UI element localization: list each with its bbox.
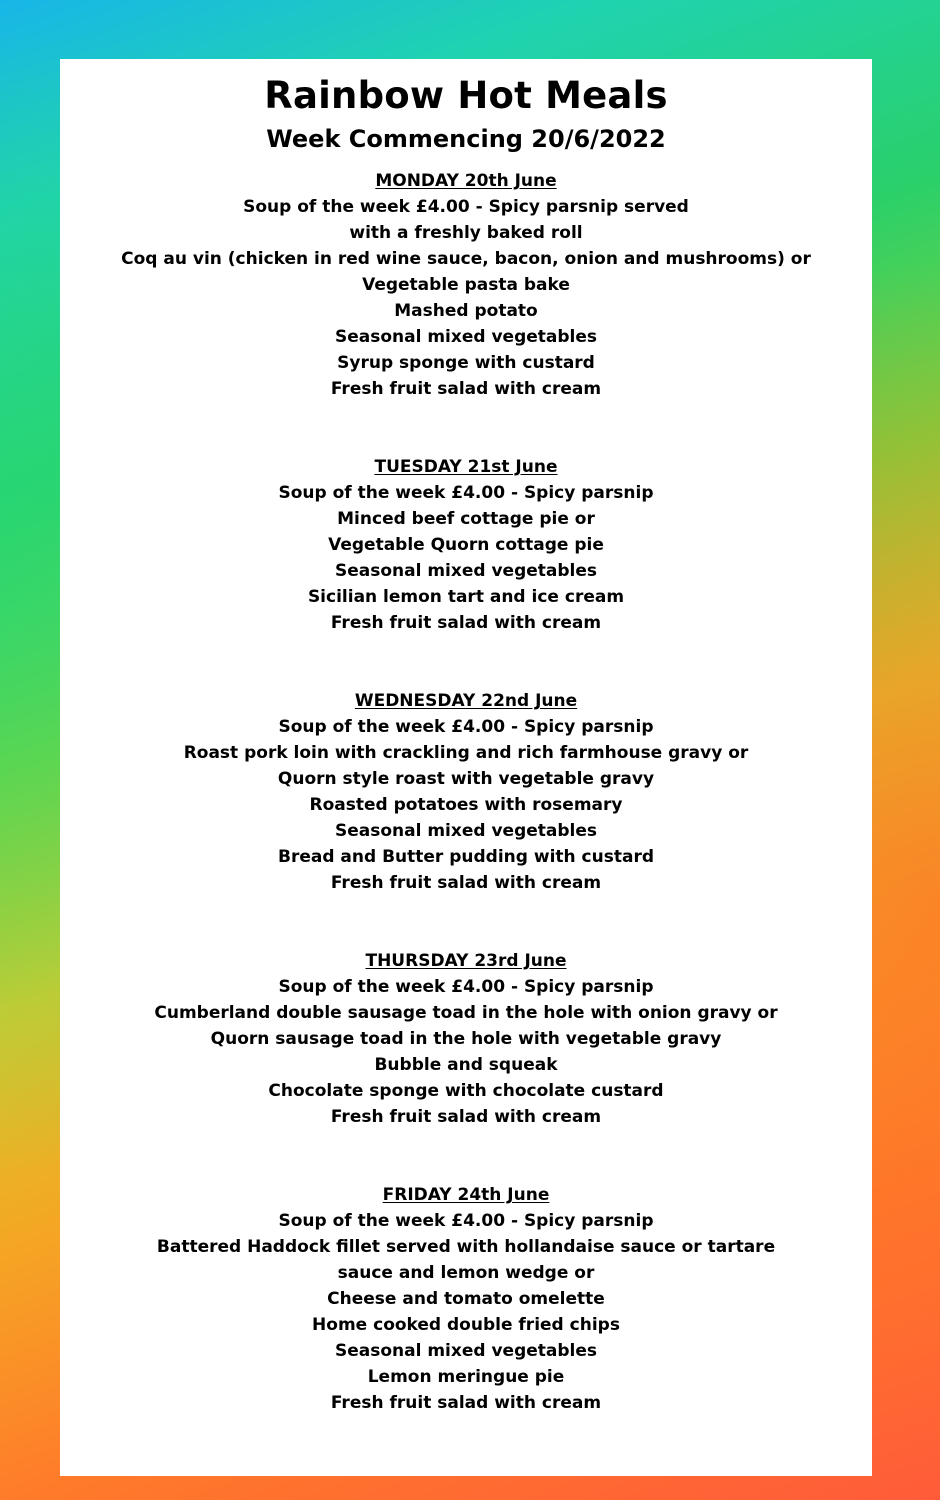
- menu-line: Soup of the week £4.00 - Spicy parsnip: [278, 717, 654, 737]
- menu-line: Battered Haddock fillet served with hollandaise sauce or tartare: [156, 1237, 776, 1257]
- menu-line: Cheese and tomato omelette: [327, 1289, 605, 1309]
- menu-line: Lemon meringue pie: [367, 1367, 565, 1387]
- menu-line: Soup of the week £4.00 - Spicy parsnip served: [243, 197, 689, 217]
- menu-line: Roasted potatoes with rosemary: [309, 795, 623, 815]
- menu-line: Seasonal mixed vegetables: [334, 821, 598, 841]
- menu-line: Fresh fruit salad with cream: [330, 379, 602, 399]
- menu-line: Sicilian lemon tart and ice cream: [307, 587, 625, 607]
- menu-line: Soup of the week £4.00 - Spicy parsnip: [278, 977, 654, 997]
- menu-line: Quorn style roast with vegetable gravy: [277, 769, 655, 789]
- menu-line: Home cooked double fried chips: [312, 1315, 620, 1335]
- menu-line: Seasonal mixed vegetables: [334, 327, 598, 347]
- day-section-tuesday: [60, 454, 872, 636]
- menu-line: Seasonal mixed vegetables: [334, 561, 598, 581]
- menu-line: Bubble and squeak: [374, 1055, 558, 1075]
- day-heading: WEDNESDAY 22nd June: [354, 691, 578, 711]
- menu-line: Chocolate sponge with chocolate custard: [268, 1081, 664, 1101]
- menu-line: Minced beef cottage pie or: [337, 509, 595, 529]
- page-title: Rainbow Hot Meals: [264, 74, 668, 117]
- menu-line: Fresh fruit salad with cream: [330, 873, 602, 893]
- day-heading: TUESDAY 21st June: [374, 457, 558, 477]
- menu-line: sauce and lemon wedge or: [337, 1263, 595, 1283]
- menu-line: Seasonal mixed vegetables: [334, 1341, 598, 1361]
- menu-line: Fresh fruit salad with cream: [330, 613, 602, 633]
- day-heading: MONDAY 20th June: [375, 171, 557, 191]
- day-section-friday: [60, 1182, 872, 1416]
- menu-card: [60, 59, 872, 1476]
- menu-line: Soup of the week £4.00 - Spicy parsnip: [278, 483, 654, 503]
- menu-line: Coq au vin (chicken in red wine sauce, bacon, onion and mushrooms) or: [121, 249, 811, 269]
- menu-line: Bread and Butter pudding with custard: [278, 847, 654, 867]
- week-subtitle: Week Commencing 20/6/2022: [266, 125, 666, 153]
- day-section-wednesday: [60, 688, 872, 896]
- day-section-thursday: [60, 948, 872, 1130]
- menu-line: Fresh fruit salad with cream: [330, 1107, 602, 1127]
- menu-line: Cumberland double sausage toad in the hole with onion gravy or: [154, 1003, 778, 1023]
- menu-line: with a freshly baked roll: [349, 223, 583, 243]
- day-heading: THURSDAY 23rd June: [365, 951, 567, 971]
- menu-line: Soup of the week £4.00 - Spicy parsnip: [278, 1211, 654, 1231]
- menu-line: Syrup sponge with custard: [337, 353, 595, 373]
- day-section-monday: [60, 168, 872, 402]
- menu-line: Quorn sausage toad in the hole with vegetable gravy: [210, 1029, 722, 1049]
- menu-line: Vegetable Quorn cottage pie: [328, 535, 604, 555]
- menu-line: Vegetable pasta bake: [362, 275, 570, 295]
- menu-line: Roast pork loin with crackling and rich farmhouse gravy or: [183, 743, 749, 763]
- day-heading: FRIDAY 24th June: [382, 1185, 550, 1205]
- menu-line: Mashed potato: [394, 301, 538, 321]
- menu-line: Fresh fruit salad with cream: [330, 1393, 602, 1413]
